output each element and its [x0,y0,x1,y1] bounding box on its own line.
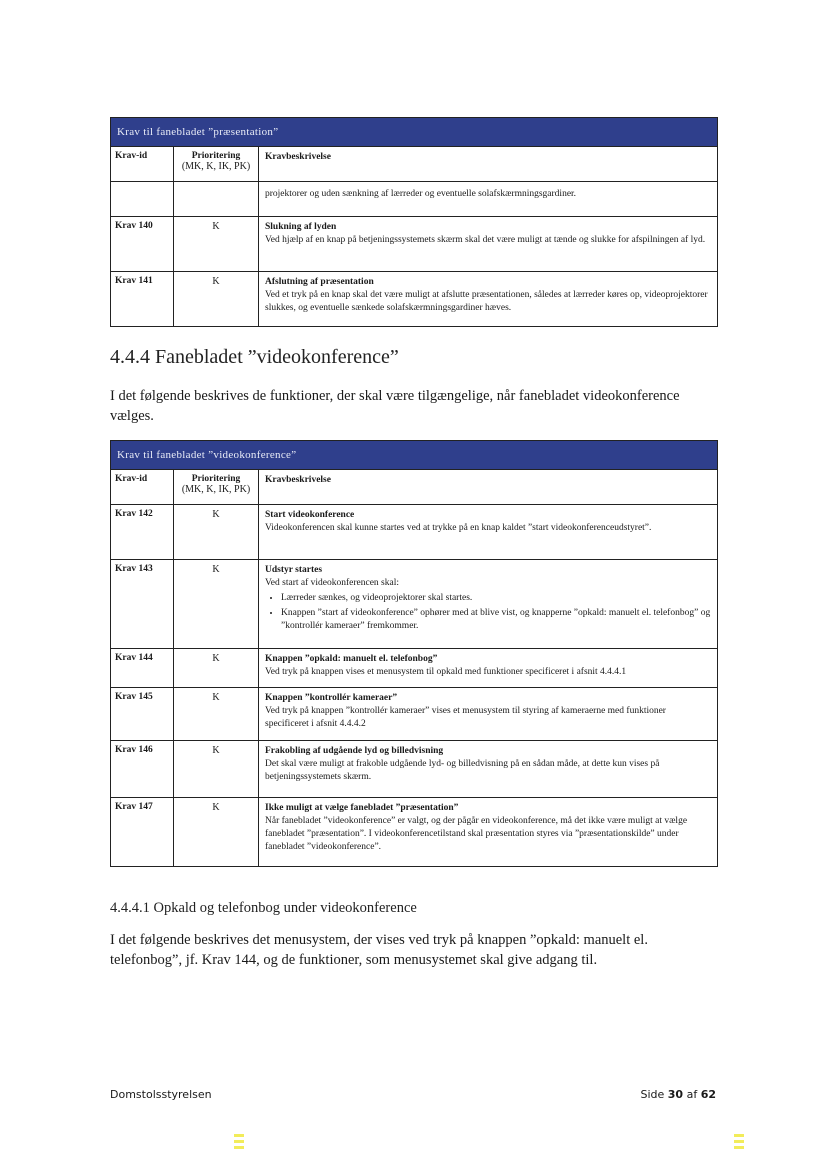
row-description [259,798,717,866]
table-header-row [111,469,717,504]
row-prio: K [174,741,259,797]
table-row [111,797,717,866]
row-prio: K [174,217,259,271]
header-prio-label: Prioritering [191,151,241,161]
header-prio-sub: (MK, K, IK, PK) [181,484,251,495]
row-title: Ikke muligt at vælge fanebladet ”præsentation” [265,803,459,813]
footer-organization: Domstolsstyrelsen [110,1088,212,1101]
header-krav-id: Krav-id [111,470,174,504]
table-title: Krav til fanebladet ”videokonference” [111,441,717,469]
list-item: • Lærreder sænkes, og videoprojektorer skal startes. [281,592,711,605]
section-intro: I det følgende beskrives de funktioner, der skal være tilgængelige, når fanebladet videokonference vælges. [110,388,680,424]
row-description [259,505,717,559]
row-prio: K [174,272,259,326]
list-item: • Knappen ”start af videokonference” ophører med at blive vist, og knapperne ”opkald: manuelt el. telefonbog” og ”kontrollér kameraer” fremkommer. [281,607,711,633]
row-text: projektorer og uden sænkning af lærreder og eventuelle solafskærmningsgardiner. [265,189,577,199]
row-title: Slukning af lyden [265,222,337,232]
row-text: Ved start af videokonferencen skal: [265,578,400,588]
row-title: Knappen ”kontrollér kameraer” [265,693,398,703]
row-text: Ved tryk på knappen ”kontrollér kameraer” vises et menusystem til styring af kameraerne med funktioner specificeret i afsnit 4.4.4.2 [265,706,666,729]
row-id: Krav 144 [111,649,174,687]
header-kravbeskrivelse: Kravbeskrivelse [265,152,331,162]
table-row [111,181,717,216]
table-row [111,687,717,740]
row-text: Når fanebladet ”videokonference” er valgt, og der pågår en videokonference, må det ikke være muligt at vælge fanebladet ”præsentation”. I videokonferencetilstand skal præsentation styres via ”præsentationskilde” under fanebladet ”videokonference”. [265,816,688,852]
row-prio: K [174,798,259,866]
table-header-row [111,146,717,181]
row-id: Krav 141 [111,272,174,326]
section-heading: 4.4.4 Fanebladet ”videokonference” [110,346,399,368]
table-row [111,648,717,687]
page-current: 30 [667,1088,684,1101]
requirements-table-videoconference [110,440,718,867]
row-id: Krav 142 [111,505,174,559]
footer-page-number [640,1088,716,1101]
row-text: Ved et tryk på en knap skal det være muligt at afslutte præsentationen, således at lærreder køres op, videoprojektorer slukkes, og eventuelle sænkede solafskærmningsgardiner hæves. [265,290,708,313]
row-title: Start videokonference [265,510,355,520]
requirements-table-presentation [110,117,718,327]
row-description [259,741,717,797]
row-title: Frakobling af udgående lyd og billedvisning [265,746,444,756]
row-prio: K [174,688,259,740]
row-description [259,688,717,740]
subsection-heading: 4.4.4.1 Opkald og telefonbog under videokonference [110,900,417,916]
row-prio [174,182,259,216]
page-mid: af [683,1088,701,1101]
header-krav-id: Krav-id [111,147,174,181]
row-prio: K [174,505,259,559]
table-row [111,504,717,559]
row-id: Krav 140 [111,217,174,271]
page-prefix: Side [640,1088,668,1101]
row-id: Krav 147 [111,798,174,866]
header-prioritering [174,470,259,504]
row-description [259,649,717,687]
table-row [111,216,717,271]
row-text: Ved hjælp af en knap på betjeningssystemets skærm skal det være muligt at tænde og slukke for afspilningen af lyd. [265,235,706,245]
row-text: Videokonferencen skal kunne startes ved at trykke på en knap kaldet ”start videokonferenceudstyret”. [265,523,652,533]
table-row [111,559,717,648]
header-prio-sub: (MK, K, IK, PK) [181,161,251,172]
row-title: Udstyr startes [265,565,323,575]
header-kravbeskrivelse: Kravbeskrivelse [265,475,331,485]
row-title: Knappen ”opkald: manuelt el. telefonbog” [265,654,438,664]
row-prio: K [174,560,259,648]
row-id: Krav 143 [111,560,174,648]
row-id [111,182,174,216]
row-description [259,560,717,648]
highlight-mark-right [734,1134,744,1154]
row-description [259,272,717,326]
row-text: Ved tryk på knappen vises et menusystem til opkald med funktioner specificeret i afsnit 4.4.4.1 [265,667,627,677]
bullet-list [265,592,711,633]
highlight-mark-left [234,1134,244,1154]
row-text: Det skal være muligt at frakoble udgående lyd- og billedvisning på en sådan måde, at dette kun vises på betjeningssystemets skærm. [265,759,660,782]
row-prio: K [174,649,259,687]
row-description [259,217,717,271]
table-row [111,271,717,326]
page-total: 62 [700,1088,716,1101]
row-title: Afslutning af præsentation [265,277,374,287]
header-prioritering [174,147,259,181]
table-title: Krav til fanebladet ”præsentation” [111,118,717,146]
subsection-text: I det følgende beskrives det menusystem, der vises ved tryk på knappen ”opkald: manuelt el. telefonbog”, jf. Krav 144, og de funktioner, som menusystemet skal give adgang til. [110,932,648,968]
header-prio-label: Prioritering [191,474,241,484]
row-id: Krav 146 [111,741,174,797]
row-id: Krav 145 [111,688,174,740]
table-row [111,740,717,797]
